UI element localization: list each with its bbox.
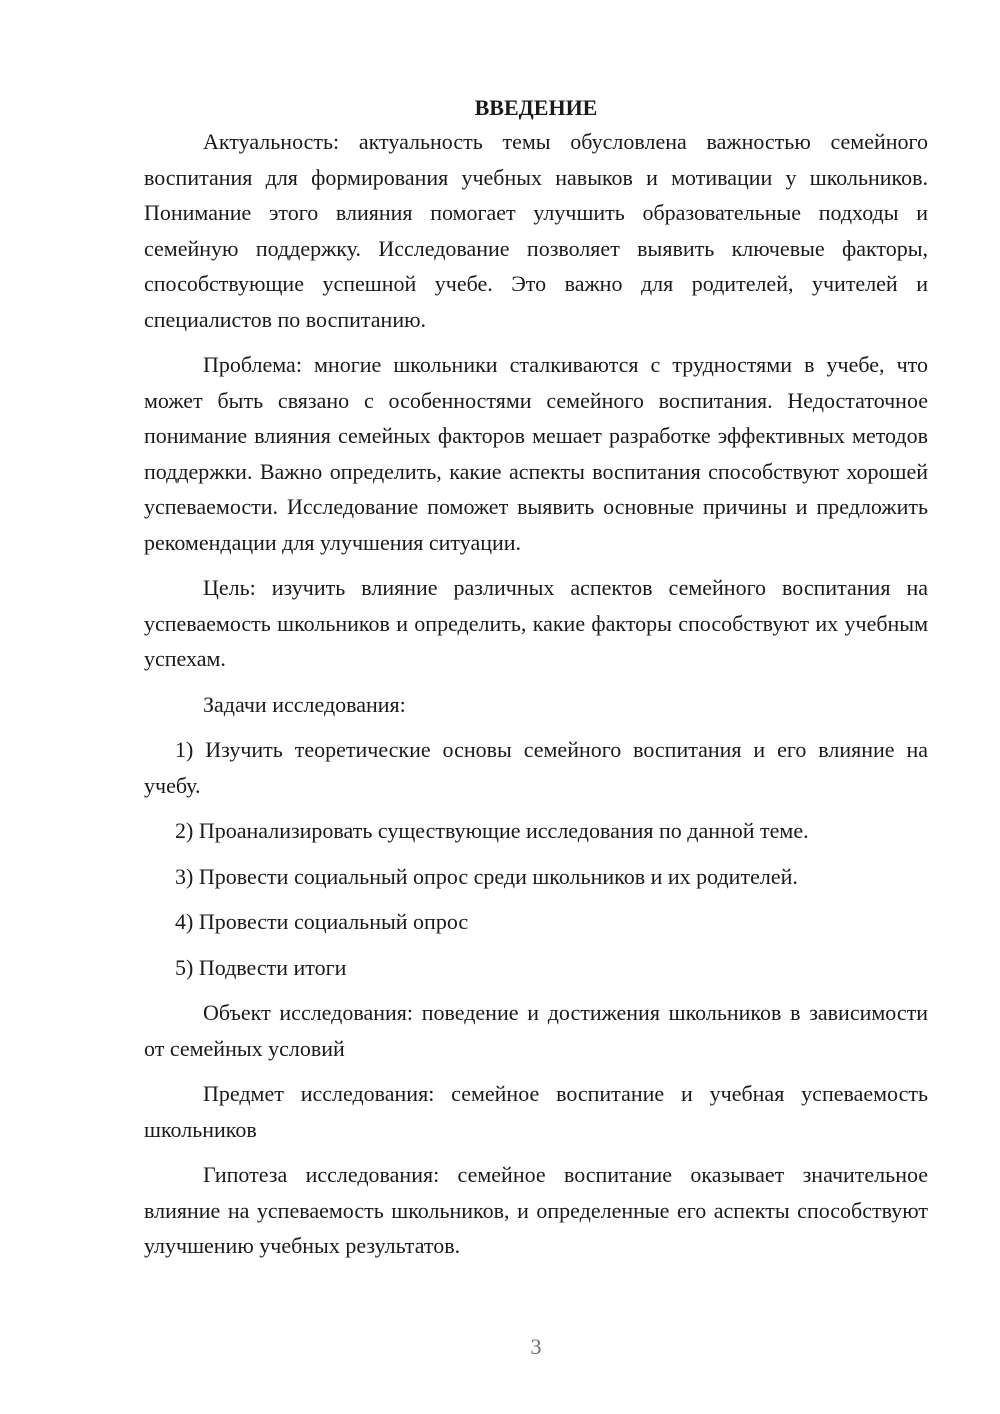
document-page (144, 90, 928, 1264)
tasks-heading: Задачи исследования: (203, 691, 406, 717)
paragraph-hypothesis: Гипотеза исследования: семейное воспитание оказывает значительное влияние на успеваемость школьников, и определенные его аспекты способствуют улучшению учебных результатов. (144, 1162, 928, 1258)
task-item-5: 5) Подвести итоги (175, 954, 347, 980)
page-title: ВВЕДЕНИЕ (474, 95, 598, 120)
paragraph-problem: Проблема: многие школьники сталкиваются с трудностями в учебе, что может быть связано с особенностями семейного воспитания. Недостаточное понимание влияния семейных факторов мешает разработке эффективных методов поддержки. Важно определить, какие аспекты воспитания способствуют хорошей успеваемости. Исследование поможет выявить основные причины и предложить рекомендации для улучшения ситуации. (144, 352, 928, 555)
task-item-1: 1) Изучить теоретические основы семейного воспитания и его влияние на учебу. (144, 737, 928, 798)
paragraph-subject: Предмет исследования: семейное воспитание и учебная успеваемость школьников (144, 1081, 928, 1142)
task-item-4: 4) Провести социальный опрос (175, 909, 469, 934)
task-item-3: 3) Провести социальный опрос среди школьников и их родителей. (175, 863, 798, 889)
paragraph-goal: Цель: изучить влияние различных аспектов семейного воспитания на успеваемость школьников и определить, какие факторы способствуют их учебным успехам. (144, 575, 928, 671)
paragraph-relevance: Актуальность: актуальность темы обусловлена важностью семейного воспитания для формирования учебных навыков и мотивации у школьников. Понимание этого влияния помогает улучшить образовательные подходы и семейную поддержку. Исследование позволяет выявить ключевые факторы, способствующие успешной учебе. Это важно для родителей, учителей и специалистов по воспитанию. (144, 129, 928, 332)
task-item-2: 2) Проанализировать существующие исследования по данной теме. (175, 818, 809, 843)
paragraph-object: Объект исследования: поведение и достижения школьников в зависимости от семейных условий (144, 1000, 928, 1061)
page-number: 3 (530, 1334, 542, 1359)
